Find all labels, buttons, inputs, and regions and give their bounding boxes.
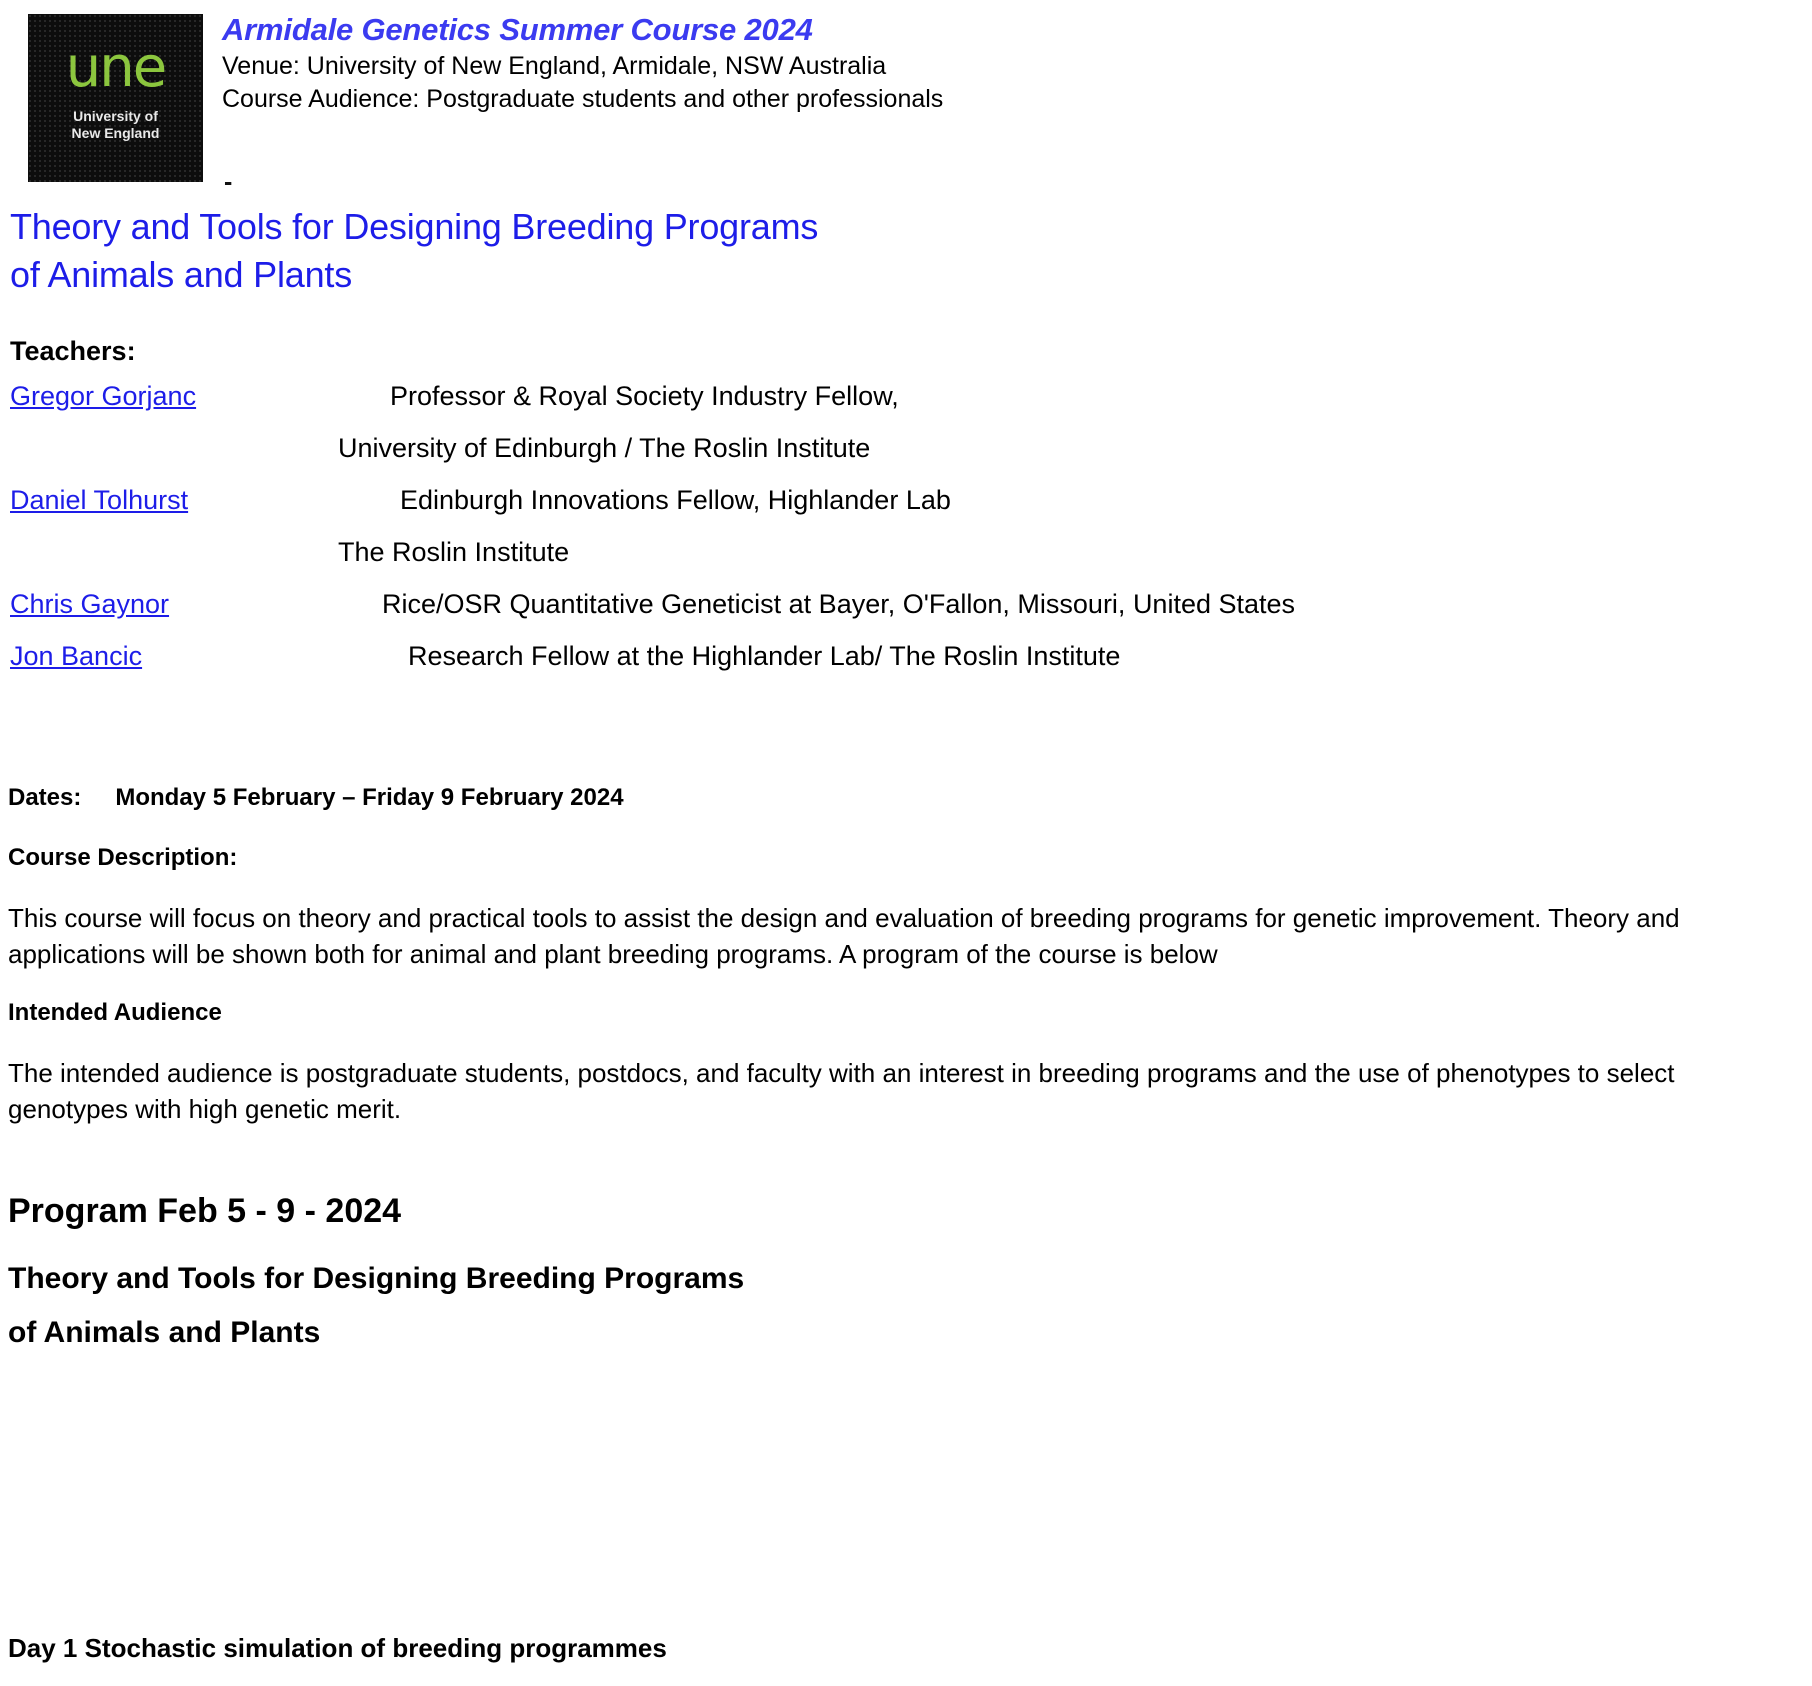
teacher-name-cell (10, 474, 338, 526)
course-audience-line: Course Audience: Postgraduate students and other professionals (222, 85, 944, 113)
table-row (10, 474, 1295, 526)
page-header (0, 0, 1812, 196)
page-title-line2: of Animals and Plants (10, 254, 353, 295)
une-logo-subtitle (72, 108, 160, 142)
program-heading: Program Feb 5 - 9 - 2024 (8, 1192, 402, 1231)
course-description-line2: applications will be shown both for animal and plant breeding programs. A program of the course is below (8, 939, 1218, 969)
une-logo (28, 14, 203, 182)
course-description-heading: Course Description: (8, 844, 238, 871)
program-subtitle (8, 1252, 744, 1360)
une-logo-subtitle-line1: University of (73, 108, 158, 124)
teacher-affiliation: University of Edinburgh / The Roslin Institute (338, 433, 871, 463)
intended-audience-text (8, 1055, 1812, 1127)
venue-line: Venue: University of New England, Armidale, NSW Australia (222, 52, 887, 80)
teacher-name-cell (10, 578, 338, 630)
teacher-affiliation: The Roslin Institute (338, 537, 570, 567)
teacher-name-cell (10, 526, 338, 578)
dates-label: Dates: (8, 784, 82, 811)
teacher-name-cell (10, 370, 338, 422)
table-row (10, 526, 1295, 578)
une-wordmark: une (65, 35, 166, 100)
teacher-link-daniel-tolhurst[interactable]: Daniel Tolhurst (10, 485, 189, 515)
day-1-heading: Day 1 Stochastic simulation of breeding programmes (8, 1633, 667, 1663)
teacher-link-jon-bancic[interactable]: Jon Bancic (10, 641, 143, 671)
intended-audience-heading: Intended Audience (8, 999, 222, 1026)
page-title-line1: Theory and Tools for Designing Breeding Programs (10, 206, 819, 247)
teachers-label: Teachers: (10, 336, 136, 366)
table-row (10, 630, 1295, 682)
page-title (10, 203, 818, 299)
intended-audience-line2: genotypes with high genetic merit. (8, 1094, 402, 1124)
program-subtitle-line2: of Animals and Plants (8, 1316, 321, 1349)
teacher-affiliation: Rice/OSR Quantitative Geneticist at Bayer, O'Fallon, Missouri, United States (382, 589, 1296, 619)
teacher-name-cell (10, 630, 338, 682)
teacher-link-chris-gaynor[interactable]: Chris Gaynor (10, 589, 170, 619)
course-description-text (8, 900, 1812, 972)
teacher-name-cell (10, 422, 338, 474)
table-row (10, 370, 1295, 422)
teacher-link-gregor-gorjanc[interactable]: Gregor Gorjanc (10, 381, 197, 411)
course-description-line1: This course will focus on theory and practical tools to assist the design and evaluation of breeding programs for genetic improvement. Theory and (8, 903, 1680, 933)
teacher-affiliation: Professor & Royal Society Industry Fellow, (390, 381, 899, 411)
intended-audience-line1: The intended audience is postgraduate students, postdocs, and faculty with an interest in breeding programs and the use of phenotypes to select (8, 1058, 1675, 1088)
teacher-affiliation: Research Fellow at the Highlander Lab/ The Roslin Institute (408, 641, 1121, 671)
teachers-table (10, 370, 1295, 682)
teacher-affiliation: Edinburgh Innovations Fellow, Highlander Lab (400, 485, 951, 515)
dates-line (8, 783, 624, 813)
header-separator-dash: - (224, 168, 233, 196)
header-text-block (222, 0, 1812, 116)
table-row (10, 578, 1295, 630)
dates-value: Monday 5 February – Friday 9 February 2024 (115, 784, 624, 811)
une-logo-subtitle-line2: New England (71, 125, 160, 141)
course-title: Armidale Genetics Summer Course 2024 (222, 12, 813, 47)
program-subtitle-line1: Theory and Tools for Designing Breeding Programs (8, 1262, 745, 1295)
table-row (10, 422, 1295, 474)
